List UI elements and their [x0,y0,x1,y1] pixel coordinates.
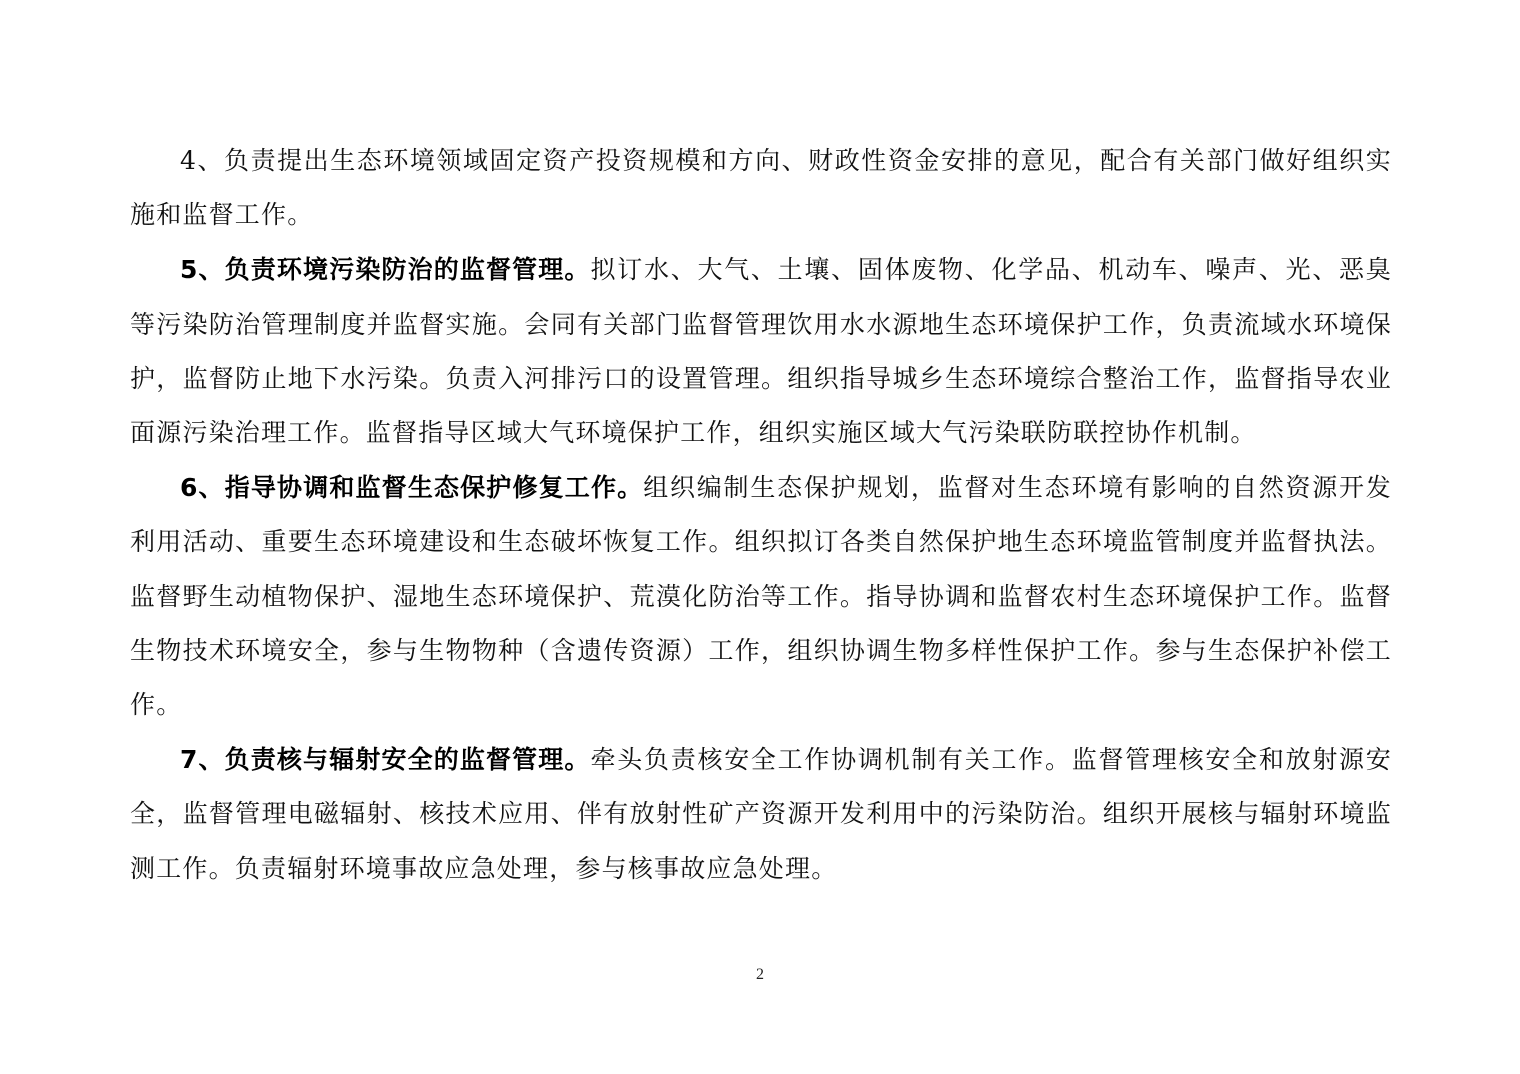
paragraph-6-text: 组织编制生态保护规划，监督对生态环境有影响的自然资源开发利用活动、重要生态环境建设和生态破坏恢复工作。组织拟订各类自然保护地生态环境监管制度并监督执法。监督野生动植物保护、湿地生态环境保护、荒漠化防治等工作。指导协调和监督农村生态环境保护工作。监督生物技术环境安全，参与生物物种（含遗传资源）工作，组织协调生物多样性保护工作。参与生态保护补偿工作。 [130,473,1392,720]
paragraph-6-heading: 6、指导协调和监督生态保护修复工作。 [180,473,644,503]
paragraph-item-5 [130,243,1392,460]
paragraph-item-7 [130,733,1392,896]
paragraph-5-heading: 5、负责环境污染防治的监督管理。 [180,255,591,285]
document-body [130,134,1392,897]
paragraph-7-text: 牵头负责核安全工作协调机制有关工作。监督管理核安全和放射源安全，监督管理电磁辐射、核技术应用、伴有放射性矿产资源开发利用中的污染防治。组织开展核与辐射环境监测工作。负责辐射环境事故应急处理，参与核事故应急处理。 [130,745,1392,883]
paragraph-item-4 [130,134,1392,242]
paragraph-item-6 [130,461,1392,732]
paragraph-4-text: 4、负责提出生态环境领域固定资产投资规模和方向、财政性资金安排的意见，配合有关部门做好组织实施和监督工作。 [130,146,1392,230]
paragraph-5-text: 拟订水、大气、土壤、固体废物、化学品、机动车、噪声、光、恶臭等污染防治管理制度并监督实施。会同有关部门监督管理饮用水水源地生态环境保护工作，负责流域水环境保护，监督防止地下水污染。负责入河排污口的设置管理。组织指导城乡生态环境综合整治工作，监督指导农业面源污染治理工作。监督指导区域大气环境保护工作，组织实施区域大气污染联防联控协作机制。 [130,255,1392,448]
page-number: 2 [756,966,764,983]
paragraph-7-heading: 7、负责核与辐射安全的监督管理。 [180,745,591,775]
